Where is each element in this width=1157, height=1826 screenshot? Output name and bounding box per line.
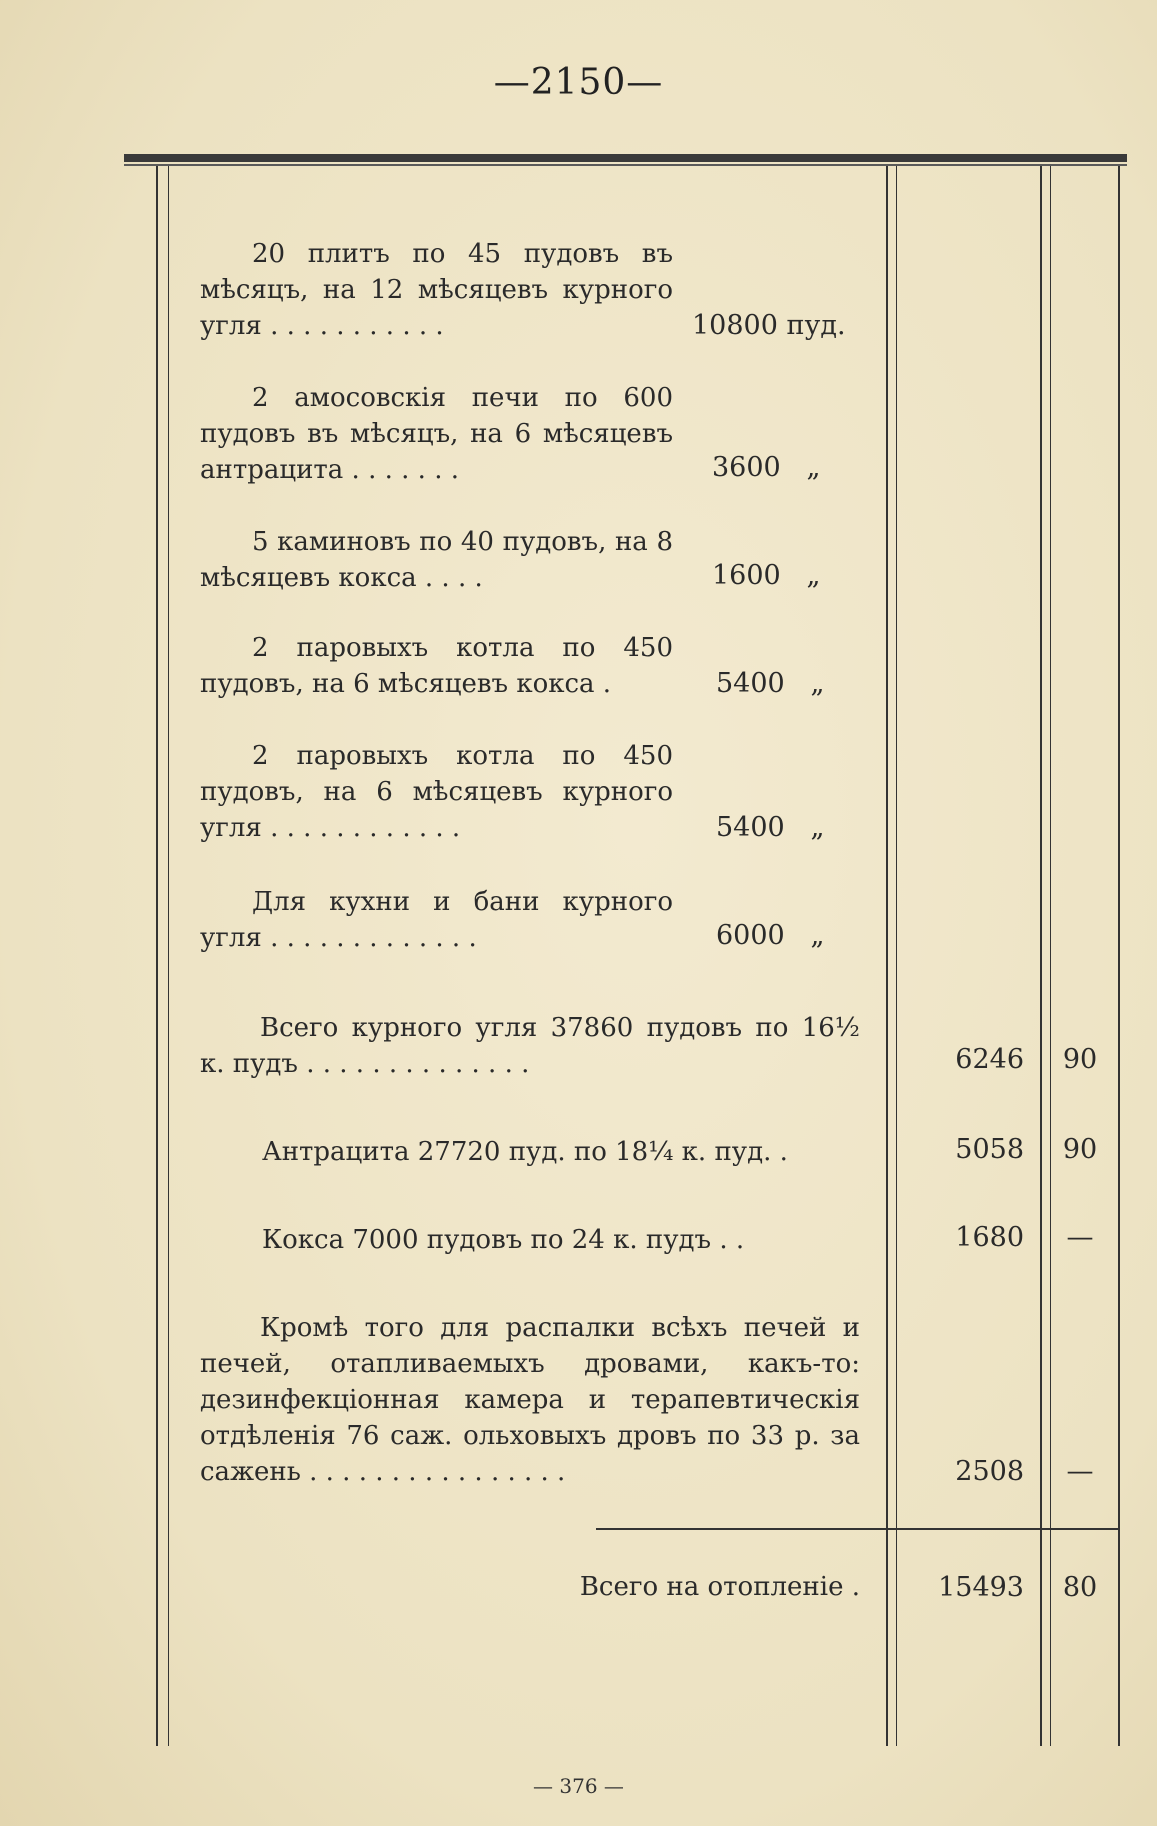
rub-column-line xyxy=(886,166,888,1746)
page-number: —2150— xyxy=(493,62,664,103)
total-text: Кромѣ того для распалки всѣхъ печей и печей, отапливаемыхъ дровами, какъ-то: дезинфекціонная камера и терапевтическія отдѣленія 76 саж. ольховыхъ дровъ по 33 р. за сажень . . . . . . . . . . . . . . . . xyxy=(200,1313,860,1487)
header-rule-thin xyxy=(124,164,1127,166)
kop-column-line-inner xyxy=(1050,166,1051,1746)
entry-4 xyxy=(200,630,673,702)
entry-text: 20 плитъ по 45 пудовъ въ мѣсяцъ, на 12 мѣсяцевъ курного угля . . . . . . . . . . . xyxy=(200,239,673,341)
entry-text: 5 каминовъ по 40 пудовъ, на 8 мѣсяцевъ кокса . . . . xyxy=(200,527,673,593)
rub-value: 6246 xyxy=(955,1044,1024,1075)
header-rule xyxy=(124,154,1127,162)
sum-rule xyxy=(596,1528,1120,1530)
total-anthracite xyxy=(200,1134,860,1170)
page-footer-marker: — 376 — xyxy=(533,1774,624,1798)
grand-total-rub: 15493 xyxy=(938,1572,1024,1603)
entry-5 xyxy=(200,738,673,846)
entry-1 xyxy=(200,236,673,344)
left-border xyxy=(156,166,158,1746)
rub-value: 5058 xyxy=(955,1134,1024,1165)
rub-value: 2508 xyxy=(955,1456,1024,1487)
kop-value: — xyxy=(1066,1456,1094,1487)
entry-text: 2 амосовскія печи по 600 пудовъ въ мѣсяцъ, на 6 мѣсяцевъ антрацита . . . . . . . xyxy=(200,383,673,485)
total-text: Антрацита 27720 пуд. по 18¼ к. пуд. . xyxy=(262,1137,788,1167)
rub-value: 1680 xyxy=(955,1222,1024,1253)
kop-value: 90 xyxy=(1062,1134,1098,1165)
right-border xyxy=(1118,166,1120,1746)
grand-total-kop: 80 xyxy=(1062,1572,1098,1603)
total-coke xyxy=(200,1222,860,1258)
entry-3 xyxy=(200,524,673,596)
total-text: Всего курного угля 37860 пудовъ по 16½ к. пудъ . . . . . . . . . . . . . . xyxy=(200,1013,860,1079)
kop-value: — xyxy=(1066,1222,1094,1253)
entry-text: 2 паровыхъ котла по 450 пудовъ, на 6 мѣсяцевъ кокса . xyxy=(200,633,673,699)
entry-text: Для кухни и бани курного угля . . . . . . . . . . . . . xyxy=(200,887,673,953)
total-text: Кокса 7000 пудовъ по 24 к. пудъ . . xyxy=(262,1225,745,1255)
entry-qty: 5400 „ xyxy=(716,812,825,843)
entry-qty: 10800 пуд. xyxy=(692,310,846,341)
entry-qty: 5400 „ xyxy=(716,668,825,699)
entry-text: 2 паровыхъ котла по 450 пудовъ, на 6 мѣсяцевъ курного угля . . . . . . . . . . . . xyxy=(200,741,673,843)
rub-column-line-inner xyxy=(896,166,897,1746)
total-firewood xyxy=(200,1310,860,1490)
entry-qty: 3600 „ xyxy=(712,452,821,483)
left-border-inner xyxy=(168,166,169,1746)
kop-column-line xyxy=(1040,166,1042,1746)
kop-value: 90 xyxy=(1062,1044,1098,1075)
entry-qty: 1600 „ xyxy=(712,560,821,591)
total-coal xyxy=(200,1010,860,1082)
entry-2 xyxy=(200,380,673,488)
entry-6 xyxy=(200,884,673,956)
grand-total-label: Всего на отопленіе . xyxy=(579,1572,860,1602)
entry-qty: 6000 „ xyxy=(716,920,825,951)
